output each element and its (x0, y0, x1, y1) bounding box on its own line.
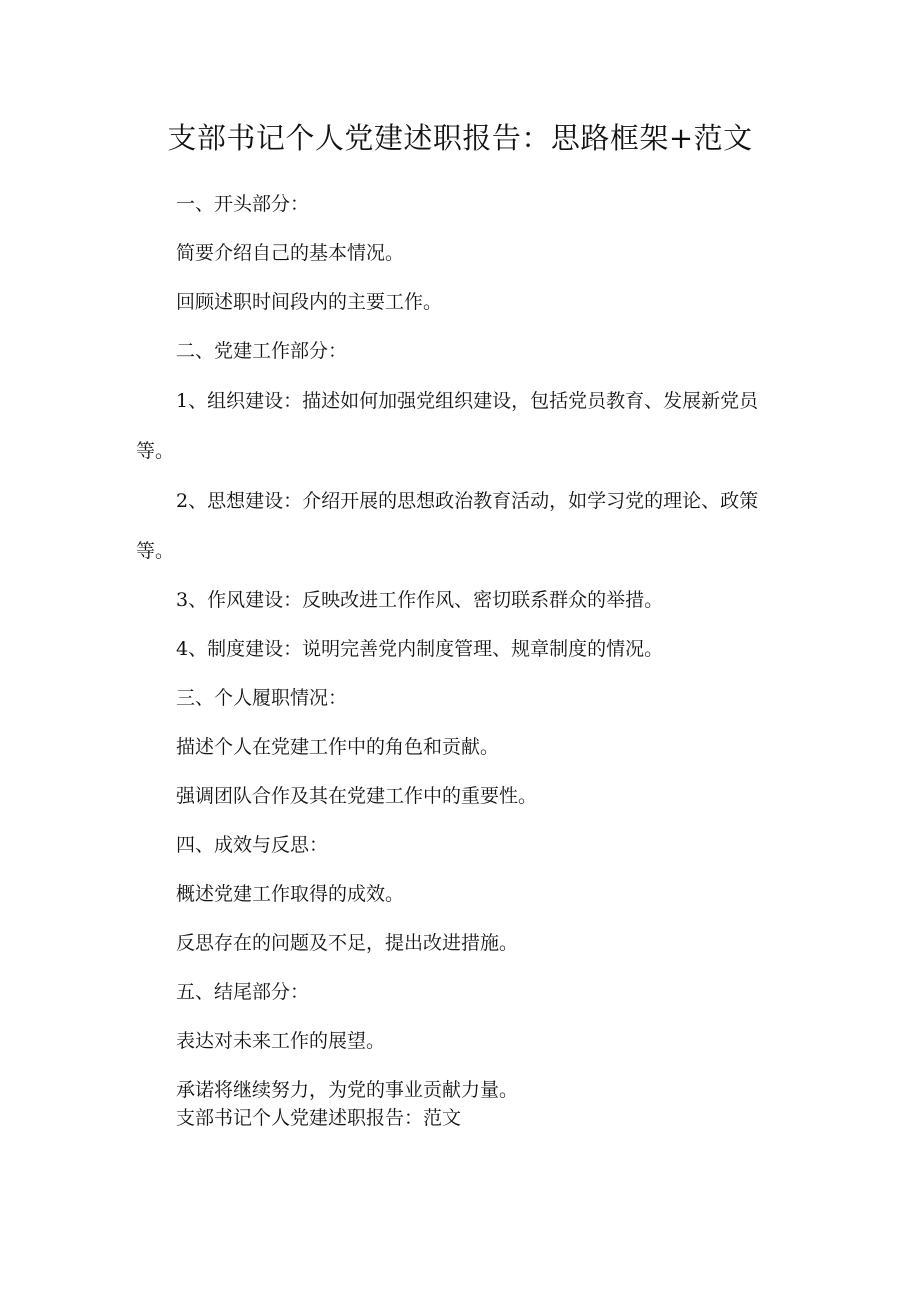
paragraph: 描述个人在党建工作中的角色和贡献。 (176, 736, 500, 758)
paragraph-ideology: 2、思想建设：介绍开展的思想政治教育活动，如学习党的理论、政策等。 (136, 490, 759, 562)
paragraph: 反思存在的问题及不足，提出改进措施。 (176, 932, 519, 954)
section-heading-closing: 五、结尾部分： (176, 981, 310, 1003)
section-heading-results: 四、成效与反思： (176, 834, 329, 856)
section-heading-duties: 三、个人履职情况： (176, 687, 348, 709)
document-title: 支部书记个人党建述职报告：思路框架+范文 (167, 121, 753, 155)
paragraph-organization: 1、组织建设：描述如何加强党组织建设，包括党员教育、发展新党员等。 (136, 390, 759, 462)
paragraph: 承诺将继续努力，为党的事业贡献力量。 (176, 1079, 519, 1101)
section-heading-party-building: 二、党建工作部分： (176, 340, 348, 362)
section-heading-opening: 一、开头部分： (176, 193, 310, 215)
paragraph: 简要介绍自己的基本情况。 (176, 242, 405, 264)
paragraph: 表达对未来工作的展望。 (176, 1030, 386, 1052)
paragraph: 强调团队合作及其在党建工作中的重要性。 (176, 785, 538, 807)
document-body (136, 180, 786, 1115)
paragraph-work-style: 3、作风建设：反映改进工作作风、密切联系群众的举措。 (176, 589, 664, 611)
paragraph: 概述党建工作取得的成效。 (176, 883, 405, 905)
sample-essay-heading: 支部书记个人党建述职报告：范文 (176, 1107, 462, 1129)
paragraph-institution: 4、制度建设：说明完善党内制度管理、规章制度的情况。 (176, 638, 664, 660)
paragraph: 回顾述职时间段内的主要工作。 (176, 291, 443, 313)
